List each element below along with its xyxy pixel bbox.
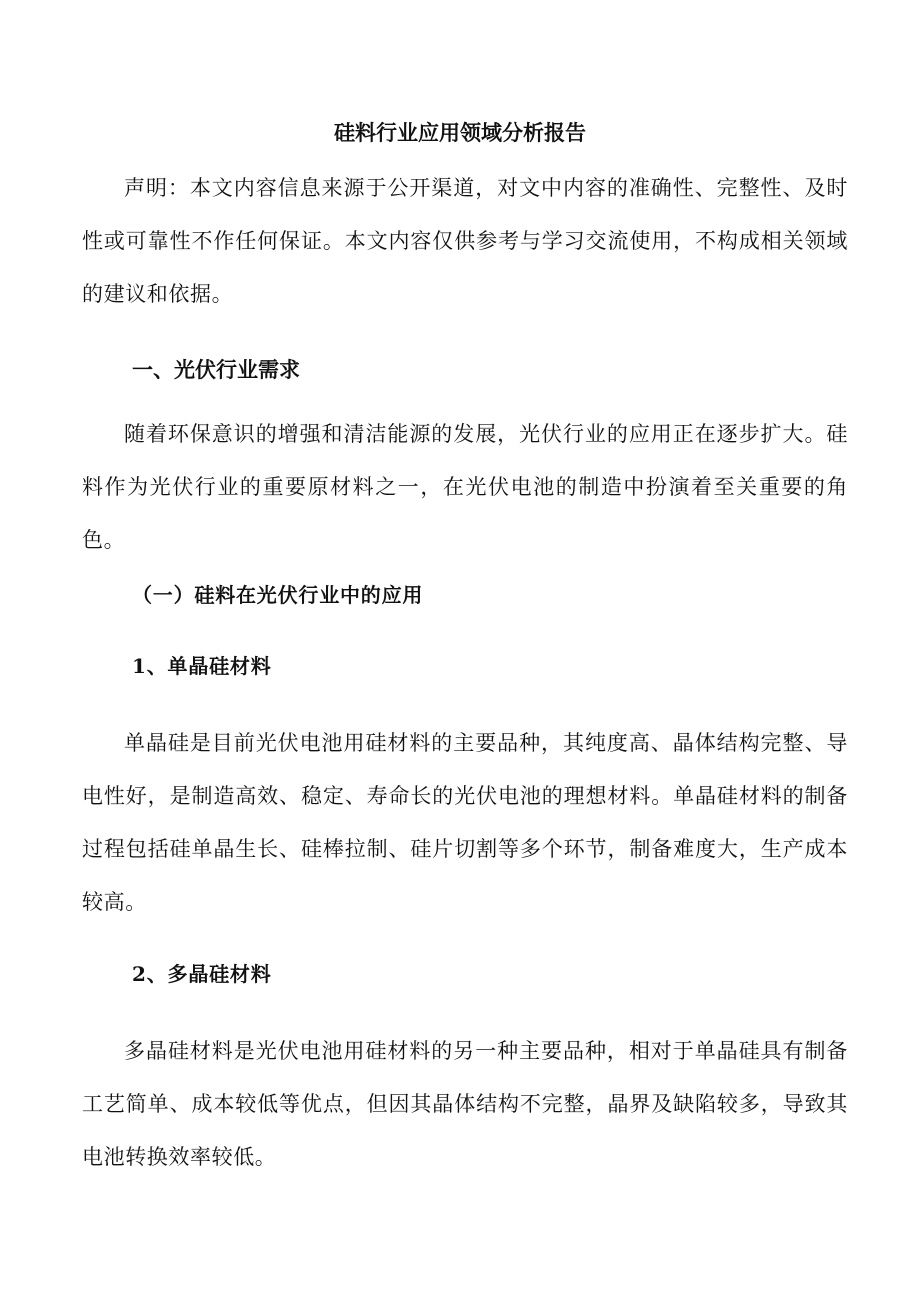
polycrystalline-paragraph: 多晶硅材料是光伏电池用硅材料的另一种主要品种，相对于单晶硅具有制备工艺简单、成本较低等优点，但因其晶体结构不完整，晶界及缺陷较多，导致其电池转换效率较低。 (82, 1039, 848, 1169)
subsection-heading-silicon-application: （一）硅料在光伏行业中的应用 (132, 583, 424, 607)
monocrystalline-paragraph: 单晶硅是目前光伏电池用硅材料的主要品种，其纯度高、晶体结构完整、导电性好，是制造高效、稳定、寿命长的光伏电池的理想材料。单晶硅材料的制备过程包括硅单晶生长、硅棒拉制、硅片切割等多个环节，制备难度大，生产成本较高。 (82, 731, 848, 914)
section-heading-pv-demand: 一、光伏行业需求 (132, 358, 300, 382)
item-heading-monocrystalline: 1、单晶硅材料 (132, 654, 272, 678)
section-intro-paragraph: 随着环保意识的增强和清洁能源的发展，光伏行业的应用正在逐步扩大。硅料作为光伏行业的重要原材料之一，在光伏电池的制造中扮演着至关重要的角色。 (82, 422, 848, 552)
disclaimer-paragraph: 声明：本文内容信息来源于公开渠道，对文中内容的准确性、完整性、及时性或可靠性不作任何保证。本文内容仅供参考与学习交流使用，不构成相关领域的建议和依据。 (82, 176, 848, 306)
document-title: 硅料行业应用领域分析报告 (334, 121, 586, 145)
item-heading-polycrystalline: 2、多晶硅材料 (132, 962, 272, 986)
